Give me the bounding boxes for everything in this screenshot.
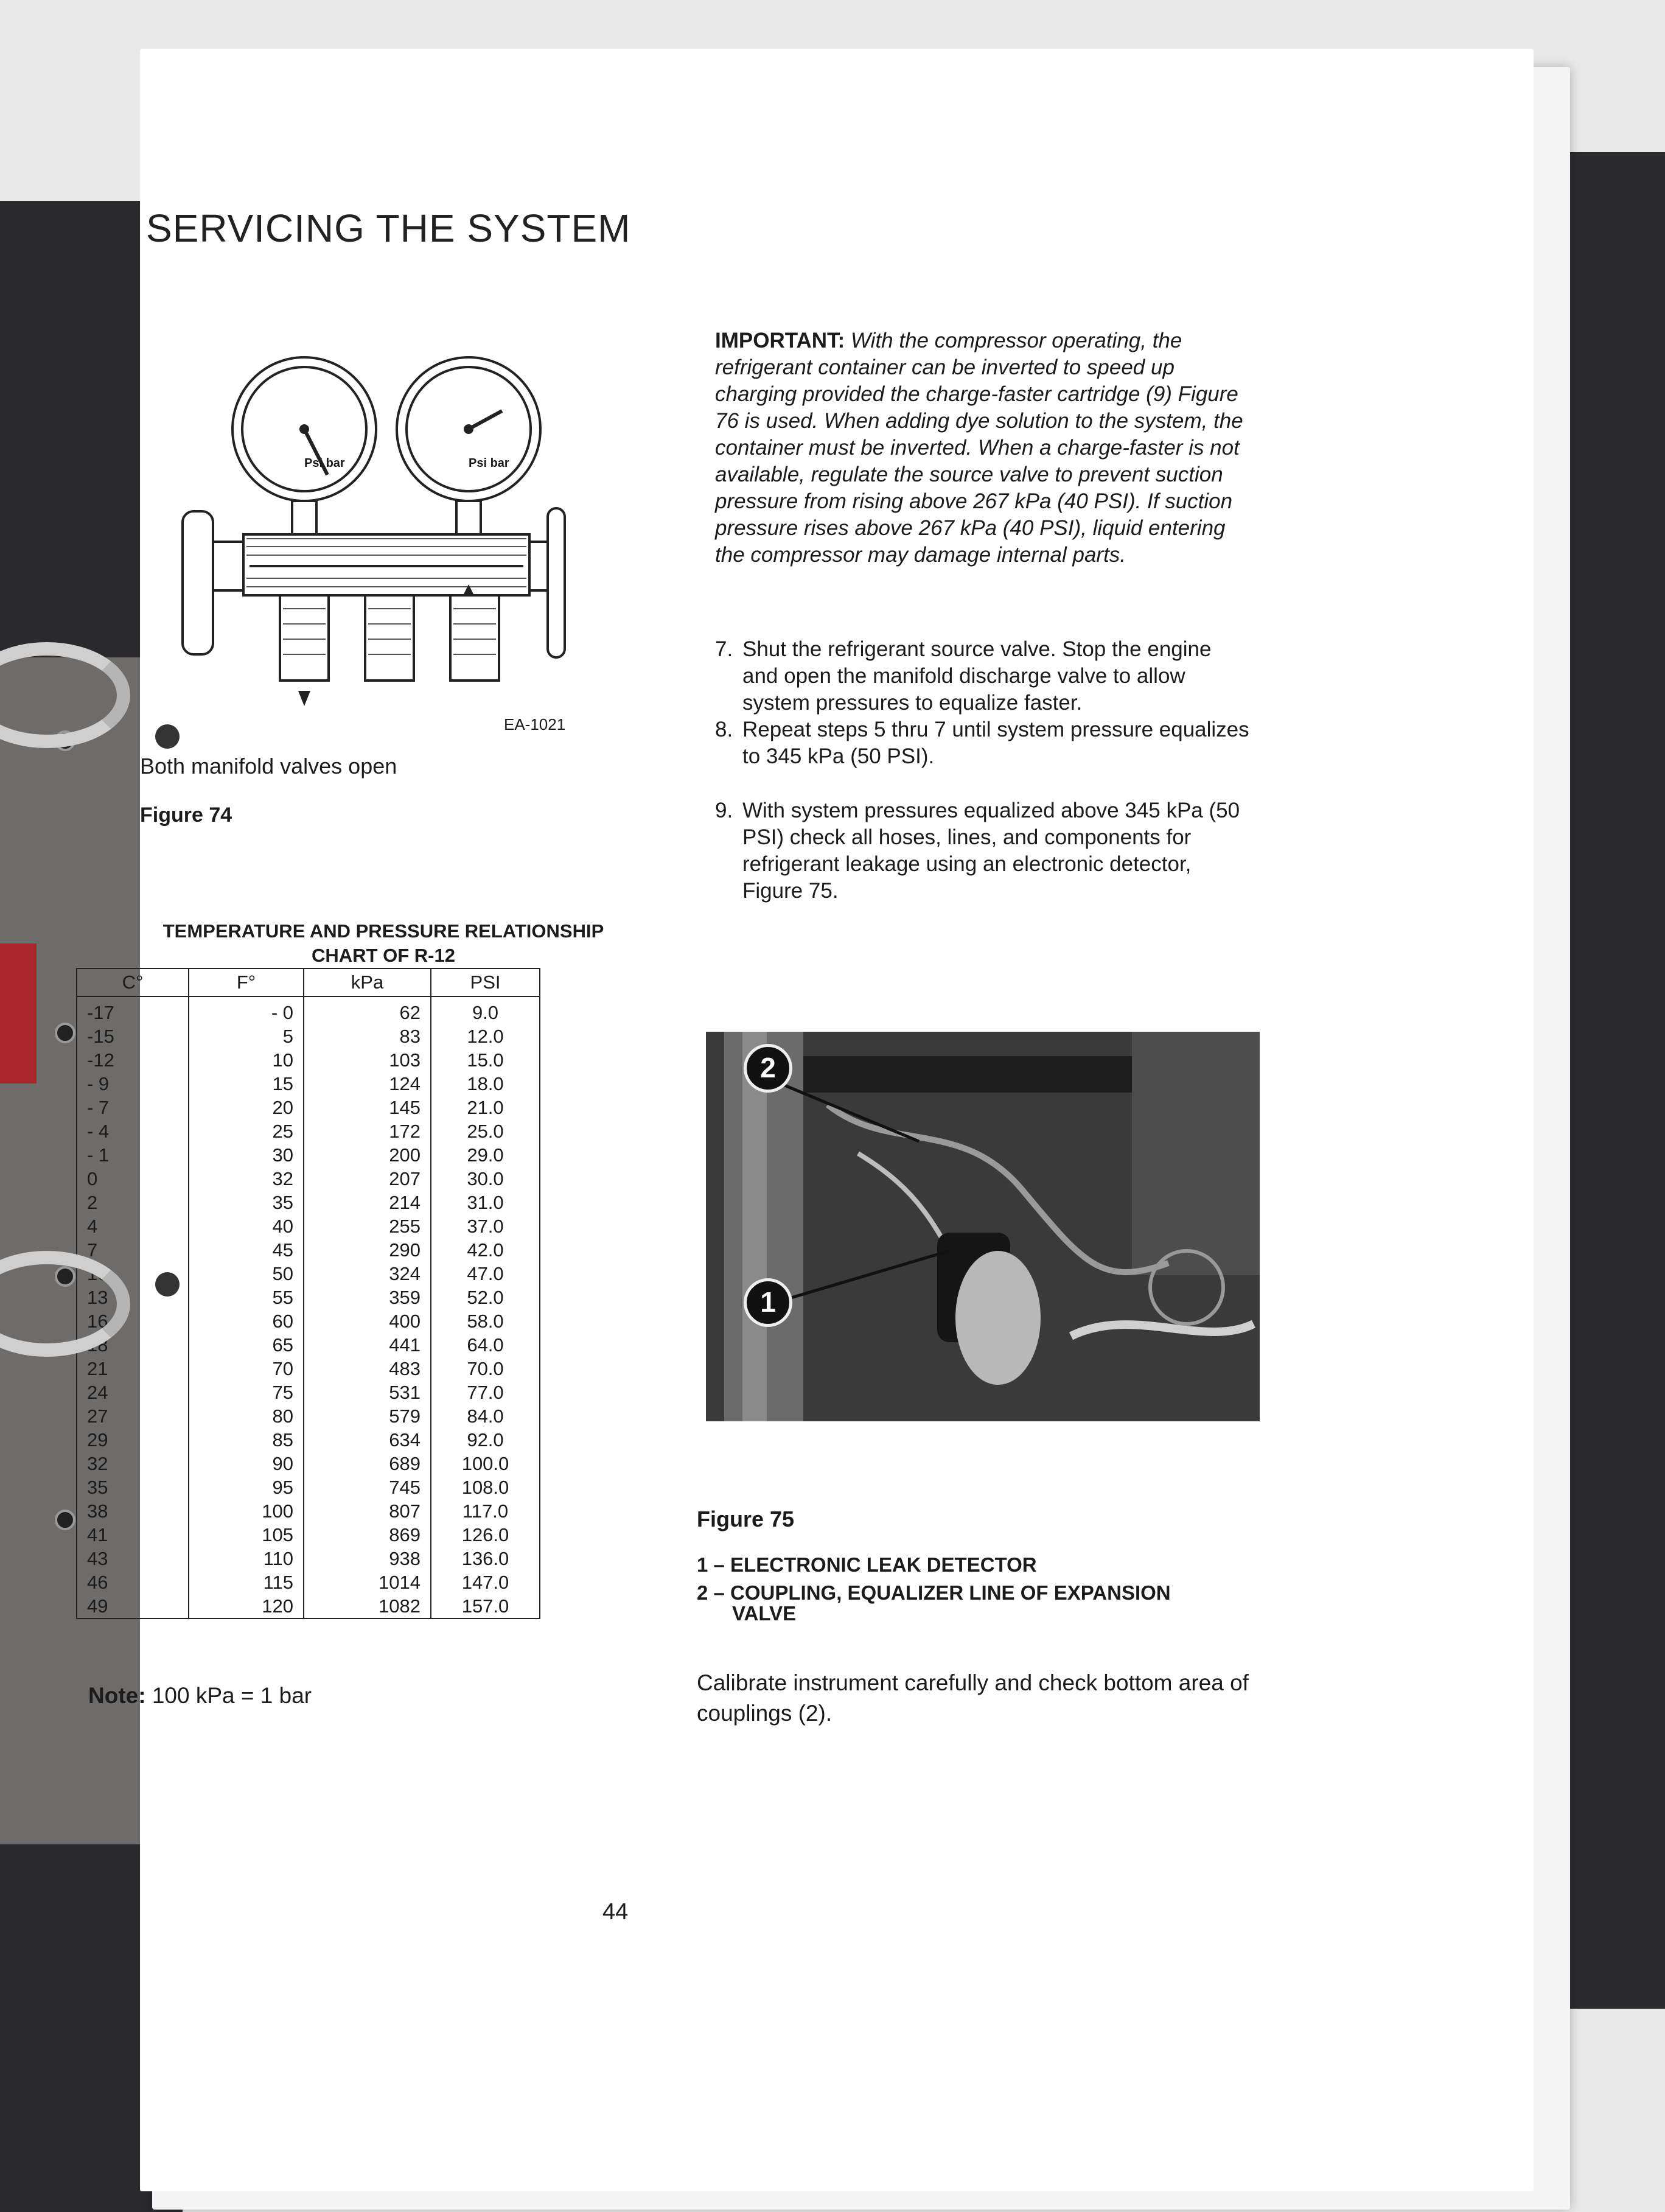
- cell-fahrenheit: 65: [189, 1333, 304, 1357]
- cell-fahrenheit: 100: [189, 1499, 304, 1523]
- cell-kpa: 745: [304, 1475, 431, 1499]
- step-text: Shut the refrigerant source valve. Stop the engine and open the manifold discharge valve to allow system pressures to equalize faster.: [742, 637, 1212, 715]
- cell-psi: 9.0: [431, 996, 540, 1024]
- cell-celsius: - 4: [77, 1119, 189, 1143]
- page-heading: SERVICING THE SYSTEM: [146, 206, 631, 250]
- cell-kpa: 1014: [304, 1570, 431, 1594]
- cell-celsius: 27: [77, 1404, 189, 1428]
- cell-kpa: 531: [304, 1381, 431, 1404]
- table-row: [77, 996, 540, 1024]
- cell-kpa: 172: [304, 1119, 431, 1143]
- header-celsius: C°: [77, 968, 189, 996]
- cell-celsius: 7: [77, 1238, 189, 1262]
- cell-fahrenheit: 35: [189, 1191, 304, 1214]
- step-item: [715, 797, 1251, 905]
- cell-fahrenheit: 32: [189, 1167, 304, 1191]
- cell-celsius: 49: [77, 1594, 189, 1619]
- cell-fahrenheit: - 0: [189, 996, 304, 1024]
- cell-celsius: 16: [77, 1309, 189, 1333]
- legend-item-2: 2 – COUPLING, EQUALIZER LINE OF EXPANSION: [697, 1581, 1171, 1604]
- cell-fahrenheit: 10: [189, 1048, 304, 1072]
- cell-kpa: 207: [304, 1167, 431, 1191]
- cell-psi: 108.0: [431, 1475, 540, 1499]
- cell-psi: 12.0: [431, 1024, 540, 1048]
- cell-fahrenheit: 105: [189, 1523, 304, 1547]
- manifold-gauge-drawing: [170, 353, 566, 743]
- cell-fahrenheit: 80: [189, 1404, 304, 1428]
- callout-1: 1: [744, 1278, 792, 1327]
- cell-kpa: 103: [304, 1048, 431, 1072]
- cell-celsius: -12: [77, 1048, 189, 1072]
- cell-fahrenheit: 90: [189, 1452, 304, 1475]
- table-row: [77, 1523, 540, 1547]
- cell-celsius: 21: [77, 1357, 189, 1381]
- important-note: [715, 327, 1244, 569]
- cell-fahrenheit: 55: [189, 1286, 304, 1309]
- cell-celsius: 41: [77, 1523, 189, 1547]
- cell-fahrenheit: 45: [189, 1238, 304, 1262]
- table-row: [77, 1119, 540, 1143]
- important-label: IMPORTANT:: [715, 329, 845, 352]
- cell-kpa: 807: [304, 1499, 431, 1523]
- cell-fahrenheit: 95: [189, 1475, 304, 1499]
- cell-fahrenheit: 70: [189, 1357, 304, 1381]
- note-text: 100 kPa = 1 bar: [152, 1683, 312, 1708]
- cell-psi: 100.0: [431, 1452, 540, 1475]
- table-row: [77, 1547, 540, 1570]
- pressure-temperature-table: [76, 968, 540, 1619]
- cell-fahrenheit: 15: [189, 1072, 304, 1096]
- mechanism-screw: [55, 1510, 75, 1530]
- cell-kpa: 255: [304, 1214, 431, 1238]
- table-row: [77, 1381, 540, 1404]
- table-row: [77, 1594, 540, 1619]
- binder-cover-right: [1555, 152, 1665, 2009]
- table-row: [77, 1428, 540, 1452]
- table-row: [77, 1309, 540, 1333]
- table-row: [77, 1072, 540, 1096]
- cell-celsius: 35: [77, 1475, 189, 1499]
- leak-detector-photo: [706, 1032, 1260, 1421]
- cell-celsius: 18: [77, 1333, 189, 1357]
- cell-psi: 117.0: [431, 1499, 540, 1523]
- cell-celsius: 10: [77, 1262, 189, 1286]
- table-row: [77, 1191, 540, 1214]
- cell-psi: 29.0: [431, 1143, 540, 1167]
- cell-kpa: 290: [304, 1238, 431, 1262]
- cell-psi: 52.0: [431, 1286, 540, 1309]
- callout-2: 2: [744, 1044, 792, 1093]
- cell-fahrenheit: 30: [189, 1143, 304, 1167]
- cell-celsius: 2: [77, 1191, 189, 1214]
- cell-celsius: 29: [77, 1428, 189, 1452]
- cell-psi: 84.0: [431, 1404, 540, 1428]
- cell-kpa: 359: [304, 1286, 431, 1309]
- cell-kpa: 214: [304, 1191, 431, 1214]
- cell-celsius: -15: [77, 1024, 189, 1048]
- pressure-table-wrapper: [76, 968, 540, 1619]
- right-gauge-unit: Psi bar: [469, 457, 509, 470]
- cell-celsius: - 1: [77, 1143, 189, 1167]
- cell-celsius: 46: [77, 1570, 189, 1594]
- cell-psi: 92.0: [431, 1428, 540, 1452]
- figure-75-photo: [706, 1032, 1260, 1421]
- cell-celsius: - 7: [77, 1096, 189, 1119]
- cell-kpa: 441: [304, 1333, 431, 1357]
- cell-fahrenheit: 20: [189, 1096, 304, 1119]
- step-item: [715, 636, 1251, 716]
- cell-kpa: 483: [304, 1357, 431, 1381]
- figure-74-label: Figure 74: [140, 803, 232, 827]
- table-row: [77, 1357, 540, 1381]
- note-label: Note:: [88, 1683, 146, 1708]
- step-number: 7.: [715, 637, 733, 661]
- table-header-row: [77, 968, 540, 996]
- cell-psi: 58.0: [431, 1309, 540, 1333]
- cell-psi: 77.0: [431, 1381, 540, 1404]
- cell-psi: 47.0: [431, 1262, 540, 1286]
- table-row: [77, 1214, 540, 1238]
- step-item: [715, 716, 1251, 770]
- figure-74-illustration: [170, 353, 566, 743]
- cell-fahrenheit: 85: [189, 1428, 304, 1452]
- chart-title-line2: CHART OF R-12: [312, 945, 455, 966]
- cell-psi: 18.0: [431, 1072, 540, 1096]
- cell-psi: 15.0: [431, 1048, 540, 1072]
- cell-psi: 147.0: [431, 1570, 540, 1594]
- cell-psi: 30.0: [431, 1167, 540, 1191]
- cell-kpa: 869: [304, 1523, 431, 1547]
- cell-fahrenheit: 40: [189, 1214, 304, 1238]
- cell-celsius: 38: [77, 1499, 189, 1523]
- figure-74-caption: Both manifold valves open: [140, 754, 397, 779]
- cell-kpa: 1082: [304, 1594, 431, 1619]
- steps-list: [715, 636, 1251, 905]
- header-psi: PSI: [431, 968, 540, 996]
- mechanism-screw: [55, 1023, 75, 1043]
- cell-kpa: 689: [304, 1452, 431, 1475]
- binder-red-tab: [0, 943, 37, 1083]
- chart-title: [119, 919, 648, 968]
- table-row: [77, 1475, 540, 1499]
- header-kpa: kPa: [304, 968, 431, 996]
- table-row: [77, 1024, 540, 1048]
- table-row: [77, 1333, 540, 1357]
- step-number: 9.: [715, 799, 733, 822]
- cell-psi: 126.0: [431, 1523, 540, 1547]
- cell-psi: 70.0: [431, 1357, 540, 1381]
- cell-fahrenheit: 120: [189, 1594, 304, 1619]
- table-row: [77, 1452, 540, 1475]
- cell-fahrenheit: 5: [189, 1024, 304, 1048]
- cell-psi: 31.0: [431, 1191, 540, 1214]
- table-row: [77, 1286, 540, 1309]
- cell-celsius: 13: [77, 1286, 189, 1309]
- cell-celsius: 24: [77, 1381, 189, 1404]
- legend-item-2-cont: VALVE: [732, 1602, 797, 1625]
- step-number: 8.: [715, 718, 733, 741]
- table-row: [77, 1048, 540, 1072]
- cell-celsius: 4: [77, 1214, 189, 1238]
- cell-fahrenheit: 50: [189, 1262, 304, 1286]
- cell-psi: 37.0: [431, 1214, 540, 1238]
- important-text: With the compressor operating, the refrigerant container can be inverted to speed up charging provided the charge-faster cartridge (9) Figure 76 is used. When adding dye solution to the system, the container must be inverted. When a charge-faster is not available, regulate the source valve to prevent suction pressure from rising above 267 kPa (40 PSI). If suction pressure rises above 267 kPa (40 PSI), liquid entering the compressor may damage internal parts.: [715, 329, 1243, 567]
- cell-kpa: 938: [304, 1547, 431, 1570]
- table-row: [77, 1167, 540, 1191]
- table-row: [77, 1238, 540, 1262]
- table-note: [88, 1683, 312, 1709]
- cell-kpa: 145: [304, 1096, 431, 1119]
- table-row: [77, 1499, 540, 1523]
- step-text: Repeat steps 5 thru 7 until system pressure equalizes to 345 kPa (50 PSI).: [742, 718, 1249, 768]
- figure-75-text: Calibrate instrument carefully and check bottom area of couplings (2).: [697, 1670, 1249, 1726]
- cell-kpa: 124: [304, 1072, 431, 1096]
- cell-kpa: 579: [304, 1404, 431, 1428]
- table-body: [77, 996, 540, 1619]
- cell-fahrenheit: 60: [189, 1309, 304, 1333]
- table-row: [77, 1404, 540, 1428]
- chart-title-line1: TEMPERATURE AND PRESSURE RELATIONSHIP: [162, 920, 604, 942]
- cell-celsius: 0: [77, 1167, 189, 1191]
- cell-kpa: 324: [304, 1262, 431, 1286]
- table-row: [77, 1570, 540, 1594]
- manual-page: [87, 49, 1534, 2191]
- cell-psi: 42.0: [431, 1238, 540, 1262]
- table-row: [77, 1262, 540, 1286]
- cell-kpa: 634: [304, 1428, 431, 1452]
- cell-celsius: 32: [77, 1452, 189, 1475]
- cell-fahrenheit: 75: [189, 1381, 304, 1404]
- cell-celsius: - 9: [77, 1072, 189, 1096]
- step-text: With system pressures equalized above 345 kPa (50 PSI) check all hoses, lines, and components for refrigerant leakage using an electronic detector, Figure 75.: [742, 799, 1240, 903]
- bleed-through-text: [907, 183, 1454, 208]
- figure-75-legend: [697, 1551, 1171, 1628]
- cell-fahrenheit: 115: [189, 1570, 304, 1594]
- cell-psi: 21.0: [431, 1096, 540, 1119]
- cell-fahrenheit: 110: [189, 1547, 304, 1570]
- cell-kpa: 62: [304, 996, 431, 1024]
- table-row: [77, 1096, 540, 1119]
- cell-psi: 64.0: [431, 1333, 540, 1357]
- cell-kpa: 200: [304, 1143, 431, 1167]
- cell-psi: 136.0: [431, 1547, 540, 1570]
- cell-celsius: 43: [77, 1547, 189, 1570]
- cell-fahrenheit: 25: [189, 1119, 304, 1143]
- cell-kpa: 83: [304, 1024, 431, 1048]
- figure-74-code: EA-1021: [504, 715, 566, 733]
- figure-75-label: Figure 75: [697, 1507, 795, 1531]
- header-fahrenheit: F°: [189, 968, 304, 996]
- cell-celsius: -17: [77, 996, 189, 1024]
- cell-psi: 25.0: [431, 1119, 540, 1143]
- legend-item-1: 1 – ELECTRONIC LEAK DETECTOR: [697, 1553, 1037, 1576]
- page-number: 44: [602, 1899, 629, 1925]
- cell-kpa: 400: [304, 1309, 431, 1333]
- cell-psi: 157.0: [431, 1594, 540, 1619]
- table-row: [77, 1143, 540, 1167]
- left-gauge-unit: Psi bar: [304, 457, 345, 470]
